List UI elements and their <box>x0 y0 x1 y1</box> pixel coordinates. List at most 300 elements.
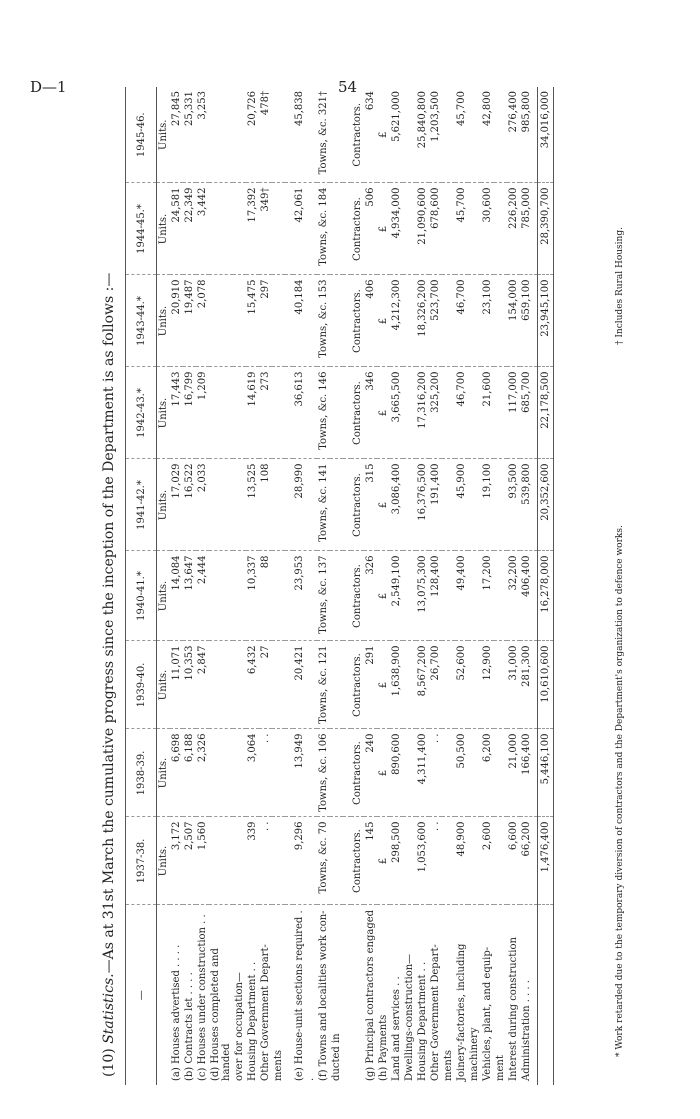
table-cell: 28,990 <box>293 459 317 551</box>
table-cell <box>403 367 416 459</box>
row-label: Vehicles, plant, and equip- <box>482 946 493 1081</box>
table-cell <box>330 367 343 459</box>
table-cell <box>403 87 416 183</box>
table-cell: 2,847 <box>196 641 209 729</box>
table-cell: 2,600 <box>481 817 494 905</box>
table-cell: 48,900 <box>455 817 468 905</box>
spacer-cell <box>285 459 293 551</box>
spacer-cell <box>343 87 351 183</box>
table-cell: . . <box>259 817 272 905</box>
table-cell <box>209 183 233 275</box>
table-cell <box>442 367 455 459</box>
table-cell <box>442 729 455 817</box>
table-cell: £ <box>377 87 390 183</box>
table-row <box>246 87 259 1085</box>
table-cell: £ <box>377 183 390 275</box>
row-label: Administration . . . . <box>521 980 532 1081</box>
table-cell: Units. <box>157 817 171 905</box>
table-cell: 93,500 <box>507 459 520 551</box>
table-cell: 108 <box>259 459 272 551</box>
table-cell: 2,326 <box>196 729 209 817</box>
table-cell <box>403 183 416 275</box>
row-label: (e) House-unit sections required . . <box>294 910 316 1081</box>
table-cell: 11,071 <box>170 641 183 729</box>
row-label: (a) Houses advertised . . . . <box>171 944 182 1081</box>
table-cell <box>330 817 343 905</box>
table-cell: 19,487 <box>183 275 196 367</box>
table-cell: 21,000 <box>507 729 520 817</box>
table-cell: 49,400 <box>455 551 468 641</box>
table-cell <box>330 87 343 183</box>
table-cell: 40,184 <box>293 275 317 367</box>
table-cell <box>233 275 246 367</box>
row-label: Housing Department . . <box>247 961 258 1081</box>
table-cell <box>209 551 233 641</box>
table-cell: 42,061 <box>293 183 317 275</box>
spacer-cell <box>343 641 351 729</box>
table-cell <box>233 459 246 551</box>
table-cell <box>442 87 455 183</box>
table-cell: 32,200 <box>507 551 520 641</box>
table-cell: 3,665,500 <box>390 367 403 459</box>
table-header-row <box>126 87 157 1085</box>
table-cell: 3,253 <box>196 87 209 183</box>
table-cell: 25,840,800 <box>416 87 429 183</box>
table-cell: 523,700 <box>429 275 442 367</box>
row-label: Dwellings-construction— <box>404 953 415 1081</box>
table-cell: Towns, &c. 121 <box>317 641 330 729</box>
table-cell: 20,726 <box>246 87 259 183</box>
table-cell: £ <box>377 641 390 729</box>
spacer-row <box>285 87 293 1085</box>
table-cell: 31,000 <box>507 641 520 729</box>
table-row <box>209 87 233 1085</box>
table-cell: 20,421 <box>293 641 317 729</box>
table-cell: 13,525 <box>246 459 259 551</box>
header-cell: 1945-46. <box>126 87 157 183</box>
table-cell: 17,392 <box>246 183 259 275</box>
row-label: over for occupation— <box>234 972 245 1081</box>
table-cell: 3,442 <box>196 183 209 275</box>
table-cell: 6,200 <box>481 729 494 817</box>
table-cell: 4,934,000 <box>390 183 403 275</box>
table-cell <box>272 87 285 183</box>
row-label: (h) Payments <box>378 1014 389 1081</box>
table-cell: 678,600 <box>429 183 442 275</box>
spacer-cell <box>343 183 351 275</box>
table-row <box>170 87 183 1085</box>
table-cell: 291 <box>364 641 377 729</box>
footnote-star: * Work retarded due to the temporary diversion of contractors and the Department's organization to defence works. <box>615 525 625 1057</box>
table-cell: 326 <box>364 551 377 641</box>
table-row <box>403 87 416 1085</box>
table-cell: 17,029 <box>170 459 183 551</box>
table-cell: 276,400 <box>507 87 520 183</box>
table-cell <box>209 87 233 183</box>
table-cell: £ <box>377 367 390 459</box>
table-cell: 5,621,000 <box>390 87 403 183</box>
table-cell: 30,600 <box>481 183 494 275</box>
spacer-cell <box>285 905 293 1085</box>
table-cell: 1,476,400 <box>538 817 554 905</box>
caption-text: —As at 31st March the cumulative progress since the inception of the Department is as follows :— <box>101 272 117 974</box>
row-label: (f) Towns and localities work con- <box>318 910 329 1081</box>
table-cell <box>468 275 481 367</box>
table-row <box>377 87 390 1085</box>
table-cell: £ <box>377 729 390 817</box>
table-row <box>520 87 538 1085</box>
table-cell: 1,209 <box>196 367 209 459</box>
table-row <box>330 87 343 1085</box>
spacer-cell <box>285 729 293 817</box>
table-cell: 14,084 <box>170 551 183 641</box>
table-cell: 297 <box>259 275 272 367</box>
row-label: ments <box>273 1050 284 1081</box>
table-cell <box>494 641 507 729</box>
table-cell: 24,581 <box>170 183 183 275</box>
table-cell <box>272 729 285 817</box>
table-cell <box>330 183 343 275</box>
table-cell <box>468 551 481 641</box>
table-cell: 166,400 <box>520 729 538 817</box>
table-cell <box>468 641 481 729</box>
table-cell <box>403 551 416 641</box>
table-cell: 45,700 <box>455 87 468 183</box>
header-cell: — <box>126 905 157 1085</box>
table-cell: Units. <box>157 87 171 183</box>
header-cell: 1942-43.* <box>126 367 157 459</box>
row-label <box>157 905 171 1085</box>
table-cell: 9,296 <box>293 817 317 905</box>
header-cell: 1939-40. <box>126 641 157 729</box>
spacer-cell <box>285 551 293 641</box>
table-cell: 346 <box>364 367 377 459</box>
document-section-code: D—1 <box>30 78 67 96</box>
table-cell: 240 <box>364 729 377 817</box>
table-cell: 10,337 <box>246 551 259 641</box>
table-cell: 27 <box>259 641 272 729</box>
table-cell: 539,800 <box>520 459 538 551</box>
table-cell: 25,331 <box>183 87 196 183</box>
table-cell: 3,064 <box>246 729 259 817</box>
row-label: ducted in <box>331 1033 342 1081</box>
table-cell <box>442 183 455 275</box>
table-cell: 8,567,200 <box>416 641 429 729</box>
table-cell: 16,376,500 <box>416 459 429 551</box>
table-cell: 6,698 <box>170 729 183 817</box>
spacer-cell <box>285 817 293 905</box>
table-cell: 42,800 <box>481 87 494 183</box>
header-cell: 1943-44.* <box>126 275 157 367</box>
table-cell: Contractors. <box>351 729 364 817</box>
table-row <box>442 87 455 1085</box>
table-cell: £ <box>377 459 390 551</box>
table-cell: 659,100 <box>520 275 538 367</box>
table-cell: 13,075,300 <box>416 551 429 641</box>
table-cell: Contractors. <box>351 275 364 367</box>
table-cell <box>330 275 343 367</box>
table-cell: 315 <box>364 459 377 551</box>
table-cell: 23,953 <box>293 551 317 641</box>
row-label: machinery <box>469 1027 480 1081</box>
table-cell <box>233 641 246 729</box>
spacer-cell <box>343 905 351 1085</box>
table-cell: Contractors. <box>351 367 364 459</box>
table-cell: 273 <box>259 367 272 459</box>
table-cell: 191,400 <box>429 459 442 551</box>
table-cell: 506 <box>364 183 377 275</box>
table-cell <box>233 729 246 817</box>
spacer-cell <box>343 275 351 367</box>
table-cell <box>403 729 416 817</box>
table-cell: Units. <box>157 459 171 551</box>
table-cell: 2,078 <box>196 275 209 367</box>
table-cell: 406 <box>364 275 377 367</box>
table-row <box>494 87 507 1085</box>
table-row <box>196 87 209 1085</box>
table-cell: Towns, &c. 321† <box>317 87 330 183</box>
table-cell <box>233 551 246 641</box>
table-cell: £ <box>377 551 390 641</box>
table-row <box>293 87 317 1085</box>
table-cell <box>468 87 481 183</box>
table-cell <box>494 367 507 459</box>
table-cell: Towns, &c. 153 <box>317 275 330 367</box>
table-cell: 22,349 <box>183 183 196 275</box>
table-cell <box>468 183 481 275</box>
table-cell: Contractors. <box>351 551 364 641</box>
table-cell: Contractors. <box>351 459 364 551</box>
table-cell: 17,200 <box>481 551 494 641</box>
table-cell: 5,446,100 <box>538 729 554 817</box>
table-cell <box>272 183 285 275</box>
table-cell <box>209 729 233 817</box>
table-row <box>416 87 429 1085</box>
table-cell <box>330 551 343 641</box>
table-cell <box>403 459 416 551</box>
spacer-cell <box>285 87 293 183</box>
table-cell: 145 <box>364 817 377 905</box>
table-row <box>507 87 520 1085</box>
row-label: Joinery-factories, including <box>456 943 467 1081</box>
table-cell: 226,200 <box>507 183 520 275</box>
table-cell <box>233 183 246 275</box>
table-cell: Towns, &c. 106 <box>317 729 330 817</box>
table-row <box>272 87 285 1085</box>
spacer-cell <box>285 183 293 275</box>
table-cell: 2,549,100 <box>390 551 403 641</box>
header-cell: 1938-39. <box>126 729 157 817</box>
table-cell: 2,444 <box>196 551 209 641</box>
table-cell: 6,432 <box>246 641 259 729</box>
table-cell: 26,700 <box>429 641 442 729</box>
table-cell: 23,945,100 <box>538 275 554 367</box>
table-cell: 10,610,600 <box>538 641 554 729</box>
table-cell: 13,647 <box>183 551 196 641</box>
table-cell: 685,700 <box>520 367 538 459</box>
table-cell: 88 <box>259 551 272 641</box>
table-row <box>259 87 272 1085</box>
table-cell: 298,500 <box>390 817 403 905</box>
table-cell: 325,200 <box>429 367 442 459</box>
table-cell: 339 <box>246 817 259 905</box>
table-row <box>157 87 171 1085</box>
table-cell: 22,178,500 <box>538 367 554 459</box>
table-cell: 1,203,500 <box>429 87 442 183</box>
spacer-cell <box>343 459 351 551</box>
header-cell: 1941-42.* <box>126 459 157 551</box>
table-cell: Contractors. <box>351 87 364 183</box>
spacer-cell <box>343 729 351 817</box>
caption-title: Statistics. <box>101 973 117 1044</box>
row-label: Other Government Depart- <box>260 944 271 1081</box>
table-cell <box>272 641 285 729</box>
table-cell: 52,600 <box>455 641 468 729</box>
table-cell <box>272 275 285 367</box>
table-row <box>538 87 554 1085</box>
table-cell <box>494 459 507 551</box>
table-cell: 6,188 <box>183 729 196 817</box>
spacer-cell <box>343 817 351 905</box>
row-label: ments <box>443 1050 454 1081</box>
row-label: Land and services . . <box>391 976 402 1081</box>
header-cell: 1937-38. <box>126 817 157 905</box>
table-cell: 15,475 <box>246 275 259 367</box>
table-cell: Towns, &c. 141 <box>317 459 330 551</box>
table-cell: . . <box>259 729 272 817</box>
table-cell <box>468 817 481 905</box>
row-label: (d) Houses completed and handed <box>210 948 232 1081</box>
row-label: Housing Department . . <box>417 961 428 1081</box>
table-row <box>481 87 494 1085</box>
spacer-cell <box>285 641 293 729</box>
table-cell: Units. <box>157 183 171 275</box>
table-cell <box>468 367 481 459</box>
table-cell <box>403 641 416 729</box>
table-cell: 46,700 <box>455 367 468 459</box>
table-cell: Towns, &c. 70 <box>317 817 330 905</box>
table-cell <box>442 641 455 729</box>
table-cell <box>272 817 285 905</box>
table-row <box>233 87 246 1085</box>
table-cell: Contractors. <box>351 183 364 275</box>
table-cell <box>233 367 246 459</box>
table-cell: 16,278,000 <box>538 551 554 641</box>
table-cell <box>442 275 455 367</box>
table-cell: Units. <box>157 551 171 641</box>
spacer-cell <box>343 367 351 459</box>
table-cell: £ <box>377 817 390 905</box>
table-cell <box>442 551 455 641</box>
header-cell: 1940-41.* <box>126 551 157 641</box>
row-label: (g) Principal contractors engaged <box>365 909 376 1081</box>
table-cell: 2,033 <box>196 459 209 551</box>
table-cell: 985,800 <box>520 87 538 183</box>
table-cell: 46,700 <box>455 275 468 367</box>
spacer-row <box>343 87 351 1085</box>
table-cell: 50,500 <box>455 729 468 817</box>
table-cell: Units. <box>157 729 171 817</box>
table-row <box>468 87 481 1085</box>
row-label <box>351 905 364 1085</box>
table-cell: Units. <box>157 641 171 729</box>
table-cell: 349† <box>259 183 272 275</box>
table-cell: 16,799 <box>183 367 196 459</box>
table-cell: 18,326,200 <box>416 275 429 367</box>
table-cell: 117,000 <box>507 367 520 459</box>
table-row <box>317 87 330 1085</box>
table-cell <box>209 641 233 729</box>
table-cell: 10,353 <box>183 641 196 729</box>
table-cell: £ <box>377 275 390 367</box>
table-cell: 406,400 <box>520 551 538 641</box>
table-row <box>429 87 442 1085</box>
row-label: ment <box>495 1055 506 1081</box>
table-cell: 20,910 <box>170 275 183 367</box>
table-cell: Units. <box>157 275 171 367</box>
table-cell: 28,390,700 <box>538 183 554 275</box>
table-cell <box>330 459 343 551</box>
table-cell <box>494 817 507 905</box>
table-cell <box>468 729 481 817</box>
table-row <box>351 87 364 1085</box>
table-cell <box>468 459 481 551</box>
table-cell <box>272 551 285 641</box>
table-cell: 154,000 <box>507 275 520 367</box>
table-cell: Contractors. <box>351 641 364 729</box>
table-cell <box>403 817 416 905</box>
table-cell: 6,600 <box>507 817 520 905</box>
table-cell: 45,838 <box>293 87 317 183</box>
table-cell: Towns, &c. 137 <box>317 551 330 641</box>
table-cell <box>330 729 343 817</box>
table-cell: 36,613 <box>293 367 317 459</box>
table-cell: 19,100 <box>481 459 494 551</box>
rotated-statistics-block <box>95 85 660 1085</box>
table-caption <box>101 273 117 1077</box>
row-label: Other Government Depart- <box>430 944 441 1081</box>
table-cell: 2,507 <box>183 817 196 905</box>
table-cell: 4,311,400 <box>416 729 429 817</box>
table-cell: Towns, &c. 184 <box>317 183 330 275</box>
table-body <box>157 87 554 1085</box>
table-cell: Towns, &c. 146 <box>317 367 330 459</box>
table-cell: 1,638,900 <box>390 641 403 729</box>
spacer-cell <box>285 367 293 459</box>
table-cell <box>494 729 507 817</box>
row-label: Interest during construction <box>508 937 519 1081</box>
table-cell: 1,560 <box>196 817 209 905</box>
table-cell: 128,400 <box>429 551 442 641</box>
page-number: 54 <box>338 78 358 96</box>
table-cell: 34,016,000 <box>538 87 554 183</box>
spacer-cell <box>343 551 351 641</box>
table-cell <box>494 275 507 367</box>
table-cell: 20,352,600 <box>538 459 554 551</box>
table-cell <box>209 275 233 367</box>
table-cell: 17,316,200 <box>416 367 429 459</box>
table-cell: 3,086,400 <box>390 459 403 551</box>
table-cell: 16,522 <box>183 459 196 551</box>
table-cell: 23,100 <box>481 275 494 367</box>
table-cell <box>442 817 455 905</box>
table-cell: 785,000 <box>520 183 538 275</box>
table-cell: 3,172 <box>170 817 183 905</box>
table-cell: 21,090,600 <box>416 183 429 275</box>
table-cell: 634 <box>364 87 377 183</box>
table-cell: 14,619 <box>246 367 259 459</box>
table-row <box>183 87 196 1085</box>
